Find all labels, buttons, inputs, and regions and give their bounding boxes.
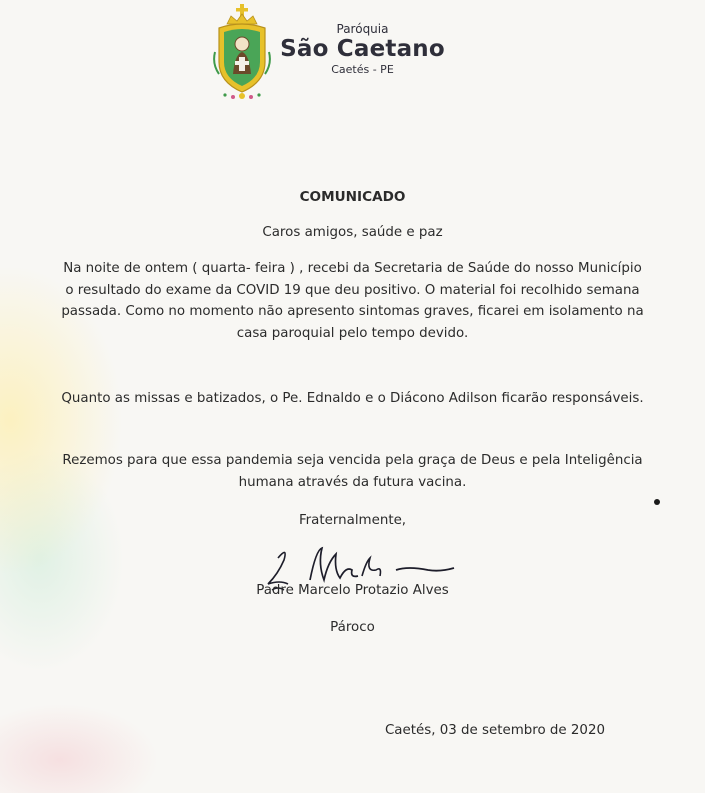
- letterhead: [205, 0, 465, 110]
- letter-paragraph-2: Quanto as missas e batizados, o Pe. Ednaldo e o Diácono Adilson ficarão responsáveis.: [61, 391, 644, 406]
- letter-paragraph-3: Rezemos para que essa pandemia seja vencida pela graça de Deus e pela Inteligência humana através da futura vacina.: [62, 453, 643, 490]
- letter-title: COMUNICADO: [299, 189, 406, 205]
- ink-speck: [654, 499, 660, 505]
- parish-emblem-icon: [211, 2, 273, 106]
- date-line: Caetés, 03 de setembro de 2020: [384, 723, 605, 738]
- letter-greeting: Caros amigos, saúde e paz: [262, 225, 443, 240]
- org-name: São Caetano: [280, 36, 445, 62]
- letter-closing: Fraternalmente,: [298, 513, 407, 528]
- signer-name: Padre Marcelo Protazio Alves: [256, 583, 449, 598]
- parish-name-block: [275, 22, 450, 76]
- signer-role: Pároco: [330, 620, 375, 635]
- org-prefix: Paróquia: [336, 22, 389, 36]
- org-city: Caetés - PE: [331, 63, 394, 76]
- letter-paragraph-1: Na noite de ontem ( quarta- feira ) , recebi da Secretaria de Saúde do nosso Município o resultado do exame da COVID 19 que deu positivo. O material foi recolhido semana passada. Como no momento não apresento sintomas graves, ficarei em isolamento na casa paroquial pelo tempo devido.: [61, 261, 644, 341]
